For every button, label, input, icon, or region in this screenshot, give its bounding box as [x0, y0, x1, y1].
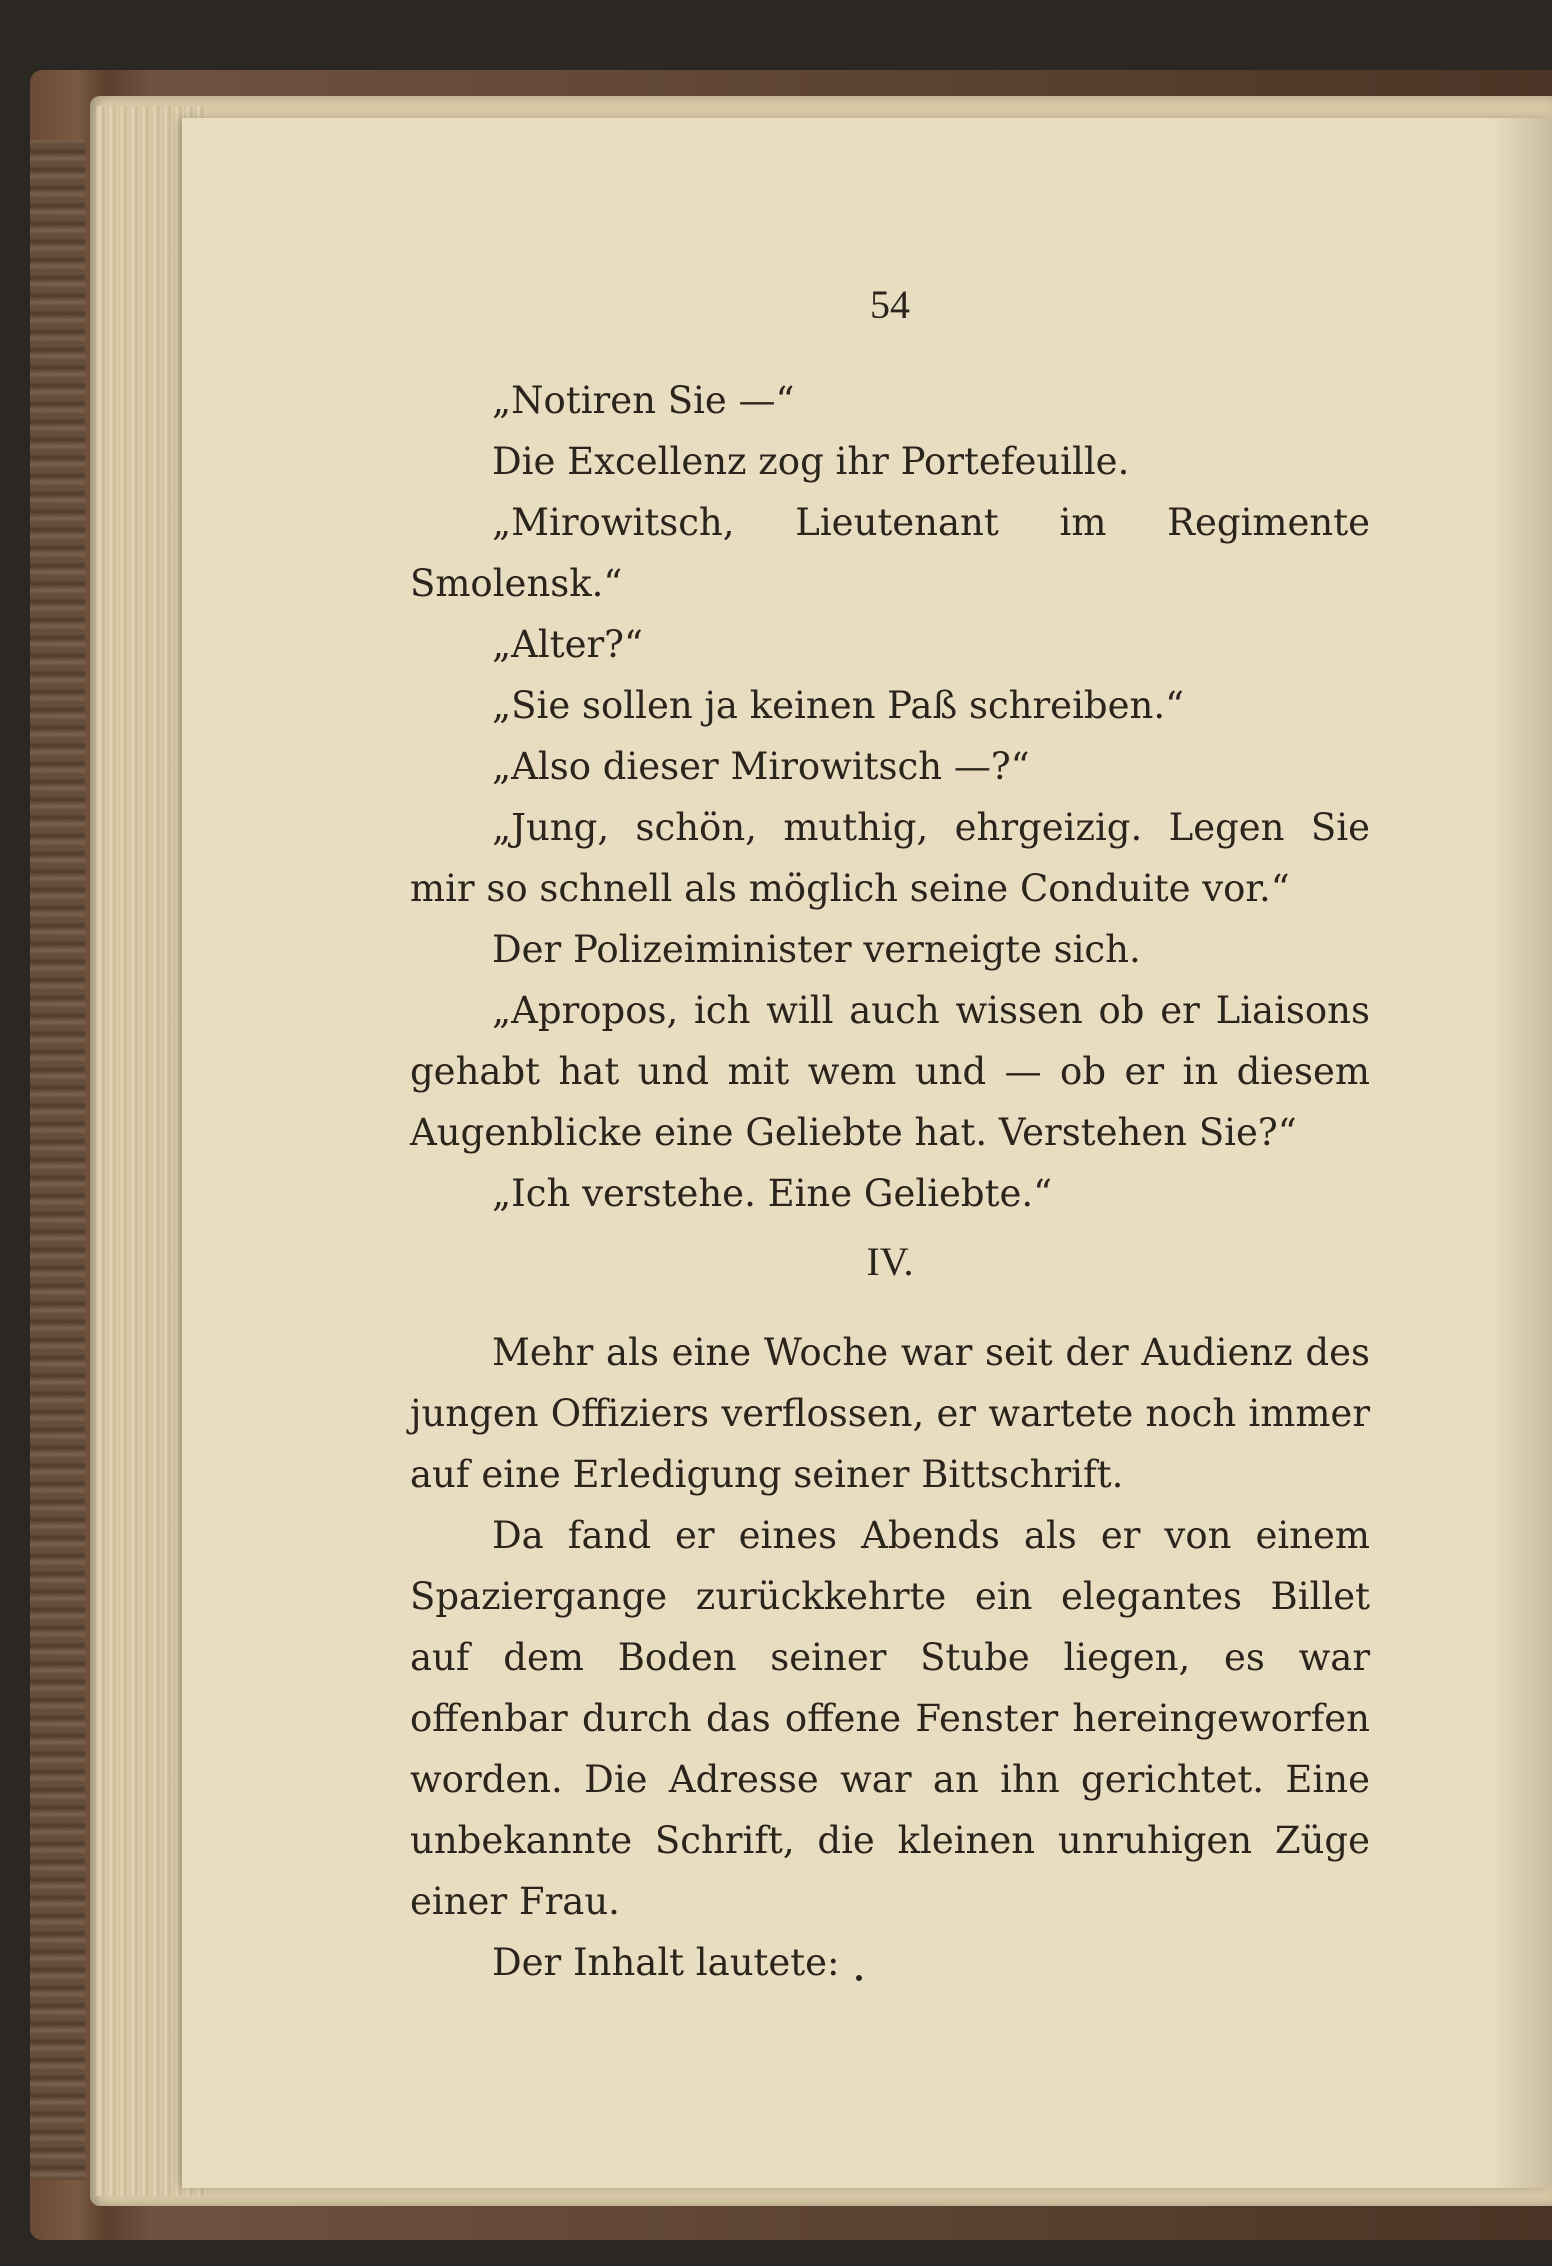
- paragraph: Mehr als eine Woche war seit der Audienz des jungen Offiziers verflossen, er wartete noch immer auf eine Erledigung seiner Bittschrift.: [410, 1331, 1370, 1496]
- ink-speck: [856, 1975, 862, 1981]
- paragraph-text: Der Inhalt lautete:: [492, 1941, 840, 1984]
- paragraph-last: [410, 1932, 1370, 1993]
- chapter-heading: IV.: [866, 1239, 914, 1284]
- paragraph: Da fand er eines Abends als er von einem Spaziergange zurückkehrte ein elegantes Billet auf dem Boden seiner Stube liegen, es war offenbar durch das offene Fenster hereingeworfen worden. Die Adresse war an ihn gerichtet. Eine unbekannte Schrift, die kleinen unruhigen Züge einer Frau.: [410, 1514, 1370, 1923]
- page-number: 54: [870, 282, 910, 327]
- paragraph: „Apropos, ich will auch wissen ob er Liaisons gehabt hat und mit wem und — ob er in diesem Augenblicke eine Geliebte hat. Verstehen Sie?“: [410, 989, 1370, 1154]
- paragraph: „Sie sollen ja keinen Paß schreiben.“: [492, 684, 1184, 727]
- paragraph: „Ich verstehe. Eine Geliebte.“: [492, 1172, 1053, 1215]
- paragraph: „Alter?“: [492, 623, 643, 666]
- paragraph: Die Excellenz zog ihr Portefeuille.: [492, 440, 1130, 483]
- book-spine-edge: [30, 140, 85, 2180]
- paragraph: „Notiren Sie —“: [492, 379, 795, 422]
- paragraph: „Also dieser Mirowitsch —?“: [492, 745, 1030, 788]
- paragraph: „Mirowitsch, Lieutenant im Regimente Smolensk.“: [410, 501, 1370, 605]
- paragraph: „Jung, schön, muthig, ehrgeizig. Legen Sie mir so schnell als möglich seine Conduite vor.“: [410, 806, 1370, 910]
- page-gutter-shadow: [1492, 118, 1552, 2188]
- paragraph: Der Polizeiminister verneigte sich.: [492, 928, 1141, 971]
- page-text: [410, 280, 1370, 1993]
